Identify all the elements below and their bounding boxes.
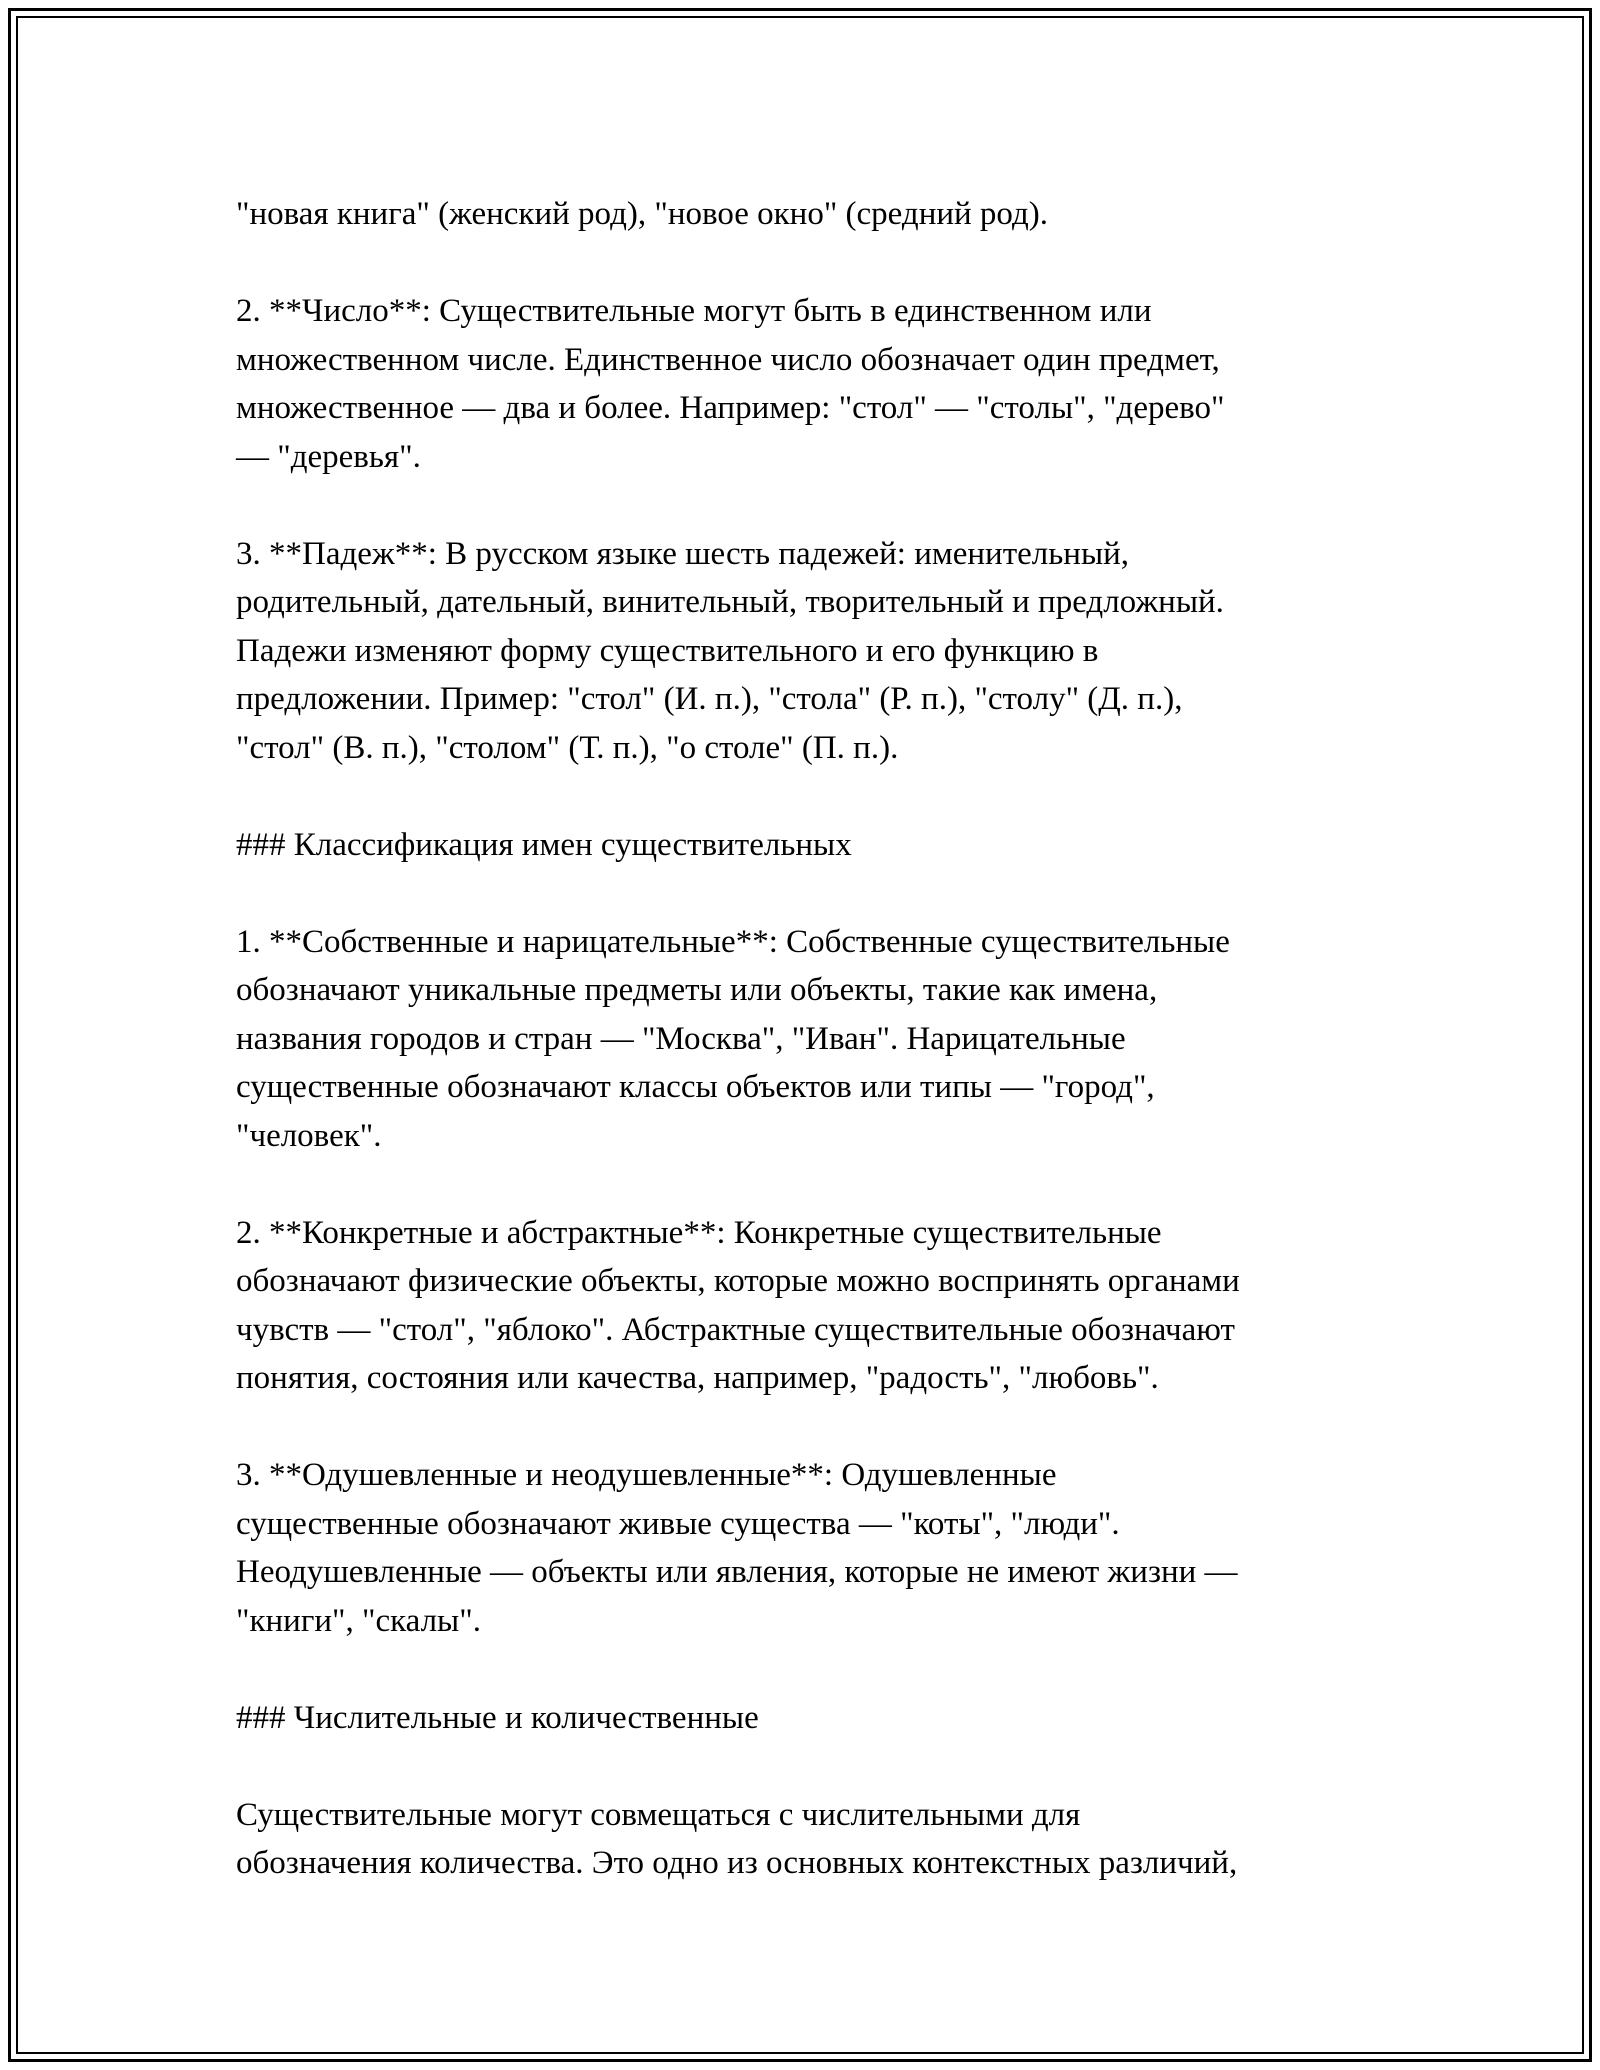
paragraph-gender-examples: "новая книга" (женский род), "новое окно" (средний род). [236, 196, 1048, 232]
paragraph-proper-common: 1. **Собственные и нарицательные**: Собственные существительные обозначают уникальные предметы или объекты, такие как имена, названия городов и стран — "Москва", "Иван". Нарицательные существенные обозначают классы объектов или типы — "город", "человек". [236, 923, 1230, 1154]
heading-classification: ### Классификация имен существительных [236, 826, 852, 863]
paragraph-concrete-abstract: 2. **Конкретные и абстрактные**: Конкретные существительные обозначают физические объекты, которые можно воспринять органами чувств — "стол", "яблоко". Абстрактные существительные обозначают понятия, состояния или качества, например, "радость", "любовь". [236, 1214, 1240, 1396]
heading-numerals: ### Числительные и количественные [236, 1699, 759, 1736]
paragraph-numerals: Существительные могут совмещаться с числительными для обозначения количества. Это одно из основных контекстных различий, [236, 1796, 1238, 1881]
paragraph-case: 3. **Падеж**: В русском языке шесть падежей: именительный, родительный, дательный, винительный, творительный и предложный. Падежи изменяют форму существительного и его функцию в предложении. Пример: "стол" (И. п.), "стола" (Р. п.), "столу" (Д. п.), "стол" (В. п.), "столом" (Т. п.), "о столе" (П. п.). [236, 535, 1224, 766]
paragraph-animate-inanimate: 3. **Одушевленные и неодушевленные**: Одушевленные существенные обозначают живые существа — "коты", "люди". Неодушевленные — объекты или явления, которые не имеют жизни — "книги", "скалы". [236, 1457, 1238, 1639]
document-body [236, 190, 1376, 1888]
paragraph-number: 2. **Число**: Существительные могут быть в единственном или множественном числе. Единственное число обозначает один предмет, множественное — два и более. Например: "стол" — "столы", "дерево" — "деревья". [236, 293, 1225, 475]
